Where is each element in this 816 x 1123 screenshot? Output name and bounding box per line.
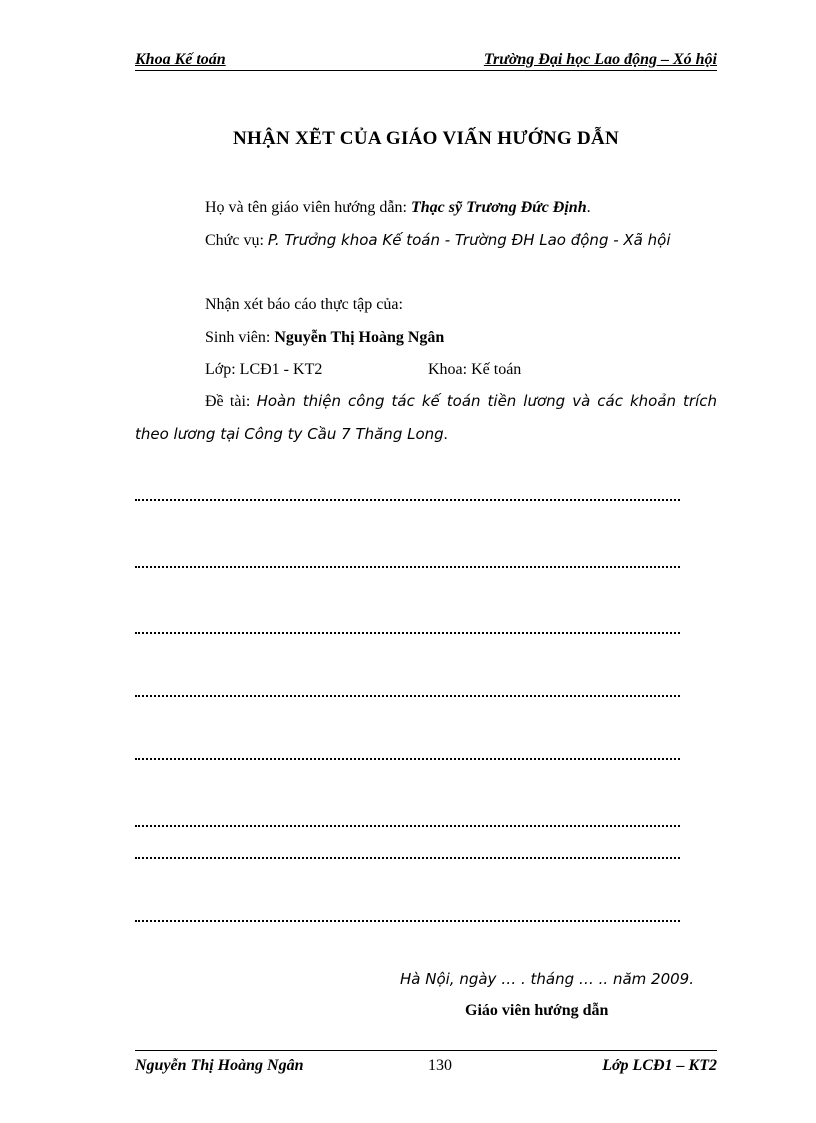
- supervisor-line: Họ và tên giáo viên hướng dẫn: Thạc sỹ Trương Đức Định.: [205, 199, 591, 216]
- comment-line-5: [135, 756, 680, 760]
- comment-line-7: [135, 855, 680, 859]
- supervisor-name: Thạc sỹ Trương Đức Định: [410, 199, 587, 216]
- student-line: [205, 328, 444, 348]
- date-line: Hà Nội, ngày … . tháng … .. năm 2009.: [400, 970, 694, 988]
- header-faculty: Khoa Kế toán: [135, 51, 226, 68]
- student-name: Nguyễn Thị Hoàng Ngân: [274, 329, 445, 346]
- topic-line: Đề tài: Hoàn thiện công tác kế toán tiền lương và các khoản trích theo lương tại Công ty Cầu 7 Thăng Long.: [135, 392, 718, 443]
- faculty-label: Khoa: Kế toán: [428, 361, 522, 378]
- footer-class: Lớp LCĐ1 – KT2: [602, 1057, 717, 1074]
- signature-title: Giáo viên hướng dẫn: [465, 1002, 609, 1019]
- page-number: 130: [428, 1057, 452, 1074]
- page-title: NHẬN XẼT CỦA GIÁO VIẤN HƯỚNG DẪN: [232, 128, 620, 149]
- position-line: [135, 224, 717, 257]
- student-label: Sinh viên:: [205, 329, 271, 346]
- class-line: [205, 360, 322, 380]
- review-of-line: Nhận xét báo cáo thực tập của:: [205, 296, 403, 313]
- comment-line-2: [135, 564, 680, 568]
- topic-value: Hoàn thiện công tác kế toán tiền lương và các khoản trích theo lương tại Công ty Cầu 7 Thăng Long: [135, 392, 718, 443]
- comment-line-1: [135, 497, 680, 501]
- class-label: Lớp: LCĐ1 - KT2: [205, 361, 323, 378]
- comment-line-8: [135, 918, 680, 922]
- comment-line-4: [135, 693, 680, 697]
- comment-line-3: [135, 630, 680, 634]
- footer-author: Nguyễn Thị Hoàng Ngân: [135, 1057, 304, 1074]
- faculty-line: [428, 360, 521, 380]
- position-value: P. Trưởng khoa Kế toán - Trường ĐH Lao động - Xã hội: [267, 231, 671, 249]
- page-header: [135, 50, 717, 71]
- header-university: Trường Đại học Lao động – Xó hội: [483, 51, 717, 68]
- comment-line-6: [135, 823, 680, 827]
- topic-label: Đề tài:: [205, 393, 251, 410]
- supervisor-label: Họ và tên giáo viên hướng dẫn:: [205, 199, 407, 216]
- position-label: Chức vụ:: [205, 232, 264, 249]
- footer-divider: [135, 1050, 717, 1051]
